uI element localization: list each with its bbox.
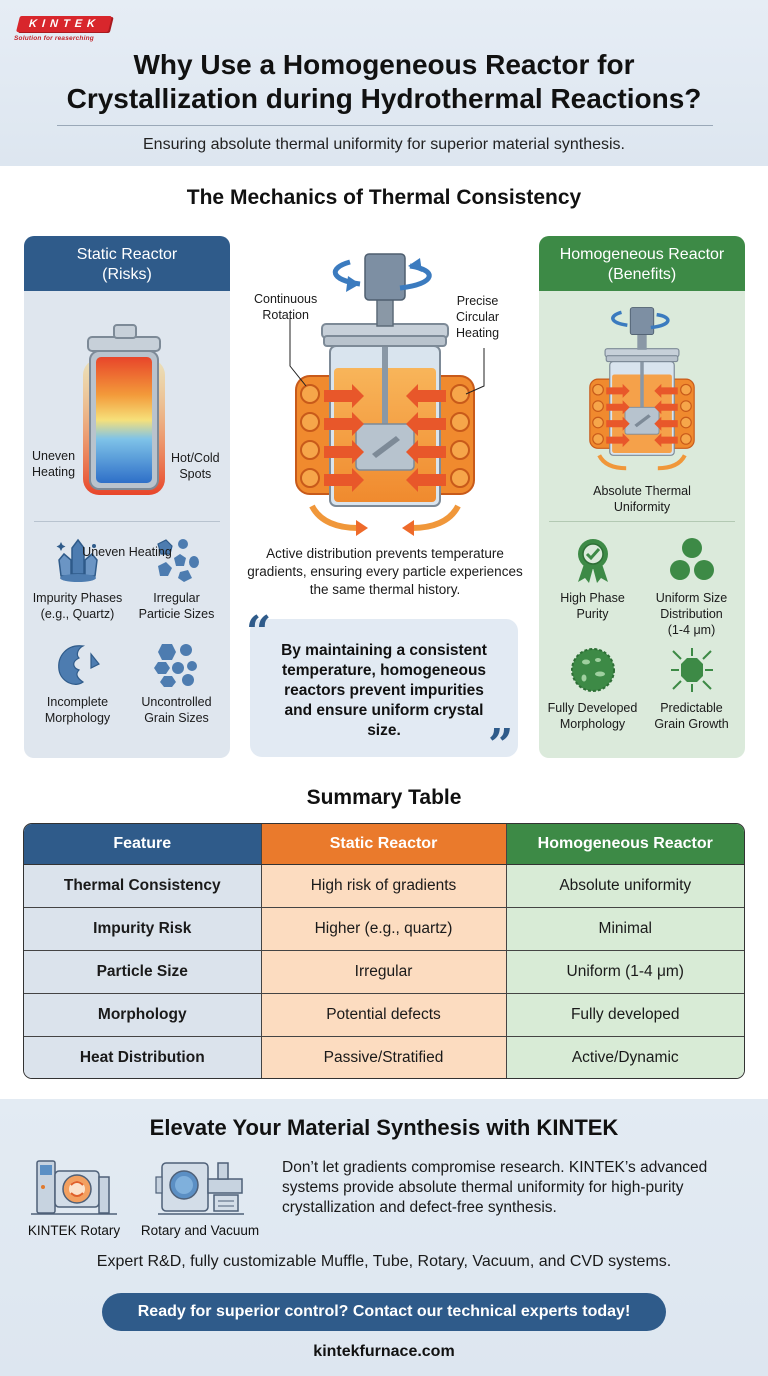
table-row [24,950,744,993]
label-line: Rotation [262,308,309,322]
footer-description: Don’t let gradients compromise research. KINTEK’s advanced systems provide absolute thermal uniformity for high-purity crystallization and defect-free synthesis. [282,1159,708,1216]
footer-cta-section [0,1099,768,1376]
row-feature: Impurity Risk [24,907,261,950]
row-homogeneous: Active/Dynamic [506,1036,744,1079]
homogeneous-caption [539,483,745,515]
row-static: Potential defects [261,993,506,1036]
label-line: Spots [179,467,212,481]
converging-arrows-grain-icon [667,646,717,694]
rotary-furnace-icon [29,1159,119,1219]
row-feature: Morphology [24,993,261,1036]
item-line: Incomplete [46,695,109,709]
close-quote-icon: ” [488,720,514,771]
label-precise-circular-heating [456,293,499,341]
row-homogeneous: Uniform (1-4 μm) [506,950,744,993]
static-panel-title: Static Reactor [76,245,178,263]
homogeneous-reactor-panel [539,236,745,758]
static-caption: Uneven Heating [82,545,172,559]
hexagon-grains-icon [152,640,202,688]
static-reactor-illustration [24,291,230,559]
kintek-logo[interactable] [14,16,110,42]
center-mechanics-column [240,236,530,771]
footer-expert-line: Expert R&D, fully customizable Muffle, Tube, Rotary, Vacuum, and CVD systems. [96,1253,672,1270]
label-line: Uneven [32,449,76,463]
product-label: Rotary and Vacuum [140,1223,260,1238]
benefit-uniform-size-distribution [642,536,741,638]
label-line: Heating [32,465,76,479]
open-quote-icon: “ [246,607,272,658]
row-static: Irregular [261,950,506,993]
label-line: Continuous [254,292,318,306]
item-line: High Phase [560,591,625,605]
item-line: Grain Growth [654,717,729,731]
homogeneous-benefits-grid [539,522,745,732]
header-banner [0,0,768,166]
logo-badge [16,16,112,32]
table-row [24,993,744,1036]
row-feature: Thermal Consistency [24,864,261,907]
item-line: Impurity Phases [32,591,123,605]
summary-table [23,823,745,1079]
row-homogeneous: Absolute uniformity [506,864,744,907]
uniform-circles-icon [667,536,717,584]
item-line: (e.g., Quartz) [40,607,115,621]
item-line: Predictable [660,701,723,715]
label-line: Hot/Cold [171,451,220,465]
label-continuous-rotation [254,291,317,323]
summary-table-title: Summary Table [306,786,462,809]
item-line: Uncontrolled [141,695,212,709]
mechanics-section-title: The Mechanics of Thermal Consistency [186,186,582,209]
label-line: Heating [456,326,500,340]
title-line-1: Why Use a Homogeneous Reactor for [133,49,635,80]
quote-box [250,619,518,757]
header-feature: Feature [24,824,261,864]
vacuum-furnace-icon [150,1159,250,1219]
static-panel-header [24,236,230,291]
item-line: Morphology [559,717,626,731]
broken-shape-icon [53,640,103,688]
product-label: KINTEK Rotary [27,1223,121,1238]
benefit-high-phase-purity [543,536,642,638]
static-panel-subtitle: (Risks) [102,265,152,283]
header-homogeneous-reactor: Homogeneous Reactor [506,824,744,864]
homogeneous-reactor-illustration [539,291,745,521]
footer-title: Elevate Your Material Synthesis with KINTEK [149,1115,619,1140]
page-subtitle: Ensuring absolute thermal uniformity for superior material synthesis. [143,136,625,153]
label-line: Absolute Thermal [593,484,691,498]
item-line: Purity [576,607,609,621]
item-line: Fully Developed [547,701,638,715]
product-kintek-rotary[interactable] [24,1159,124,1238]
label-line: Circular [456,310,500,324]
row-static: Passive/Stratified [261,1036,506,1079]
homogeneous-panel-title: Homogeneous Reactor [559,245,725,263]
logo-brand-text: KINTEK [28,18,100,30]
award-ribbon-check-icon [568,536,618,584]
row-static: High risk of gradients [261,864,506,907]
static-reactor-vessel-icon [24,291,230,521]
risk-incomplete-morphology [28,640,127,726]
homogeneous-panel-subtitle: (Benefits) [607,265,677,283]
logo-tagline: Solution for reaserching [14,35,94,42]
product-rotary-and-vacuum[interactable] [134,1159,266,1238]
item-line: Grain Sizes [144,711,209,725]
table-row [24,907,744,950]
row-homogeneous: Minimal [506,907,744,950]
item-line: Distribution [660,607,723,621]
benefit-fully-developed-morphology [543,646,642,732]
row-static: Higher (e.g., quartz) [261,907,506,950]
item-line: Particie Sizes [138,607,215,621]
benefit-predictable-grain-growth [642,646,741,732]
item-line: Irregular [153,591,200,605]
risk-uncontrolled-grain-sizes [127,640,226,726]
label-uneven-heating-left [32,448,75,480]
table-header-row [24,824,744,864]
item-line: Morphology [44,711,111,725]
item-line: Uniform Size [655,591,728,605]
row-homogeneous: Fully developed [506,993,744,1036]
developed-particle-icon [568,646,618,694]
page-title [40,48,728,116]
label-line: Uniformity [613,500,671,514]
static-reactor-panel [24,236,230,758]
title-line-2: Crystallization during Hydrothermal Reactions? [66,83,702,114]
table-row [24,1036,744,1079]
item-line: (1-4 μm) [667,623,716,637]
small-homogeneous-reactor-icon [557,297,727,473]
title-divider [57,125,713,126]
quote-text: By maintaining a consistent temperature, homogeneous reactors prevent impurities and ensure uniform crystal size. [281,642,487,739]
row-feature: Particle Size [24,950,261,993]
mechanics-description: Active distribution prevents temperature gradients, ensuring every particle experiences the same thermal history. [247,546,523,597]
website-link[interactable]: kintekfurnace.com [313,1343,455,1360]
contact-experts-button[interactable]: Ready for superior control? Contact our technical experts today! [102,1293,666,1331]
homogeneous-reactor-diagram-icon [240,236,530,536]
header-static-reactor: Static Reactor [261,824,506,864]
homogeneous-panel-header [539,236,745,291]
label-hot-cold-spots [171,450,220,482]
row-feature: Heat Distribution [24,1036,261,1079]
table-row [24,864,744,907]
label-line: Precise [456,294,499,308]
